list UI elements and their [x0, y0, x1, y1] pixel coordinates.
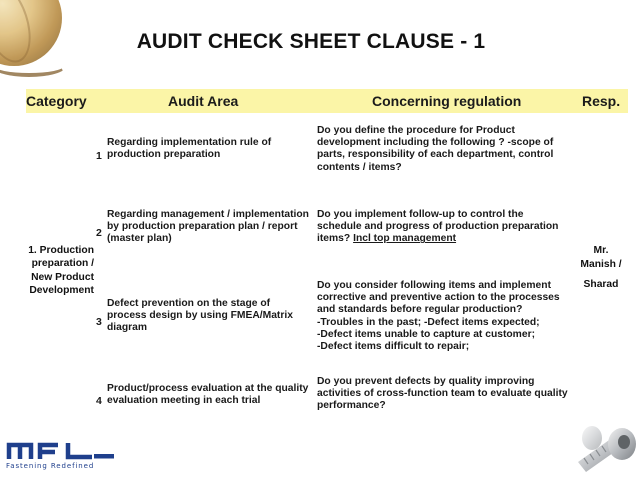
header-resp: Resp.: [582, 93, 621, 109]
regulation-line: activities of cross-function team to evaluate quality: [317, 388, 568, 400]
regulation-line: schedule and progress of production preparation: [317, 221, 559, 233]
audit-area-line: Defect prevention on the stage of: [107, 298, 271, 309]
category-line: New Product: [31, 271, 94, 283]
audit-area-line: evaluation meeting in each trial: [107, 395, 261, 407]
slide-title-text: AUDIT CHECK SHEET CLAUSE - 1: [136, 30, 486, 53]
regulation-underlined-text: Incl top management: [353, 233, 457, 245]
logo-letter-l: [68, 443, 92, 457]
logo-underline: [94, 454, 114, 459]
header-category: Category: [26, 93, 87, 109]
audit-area-line: diagram: [107, 322, 148, 334]
bolt-image: [572, 424, 638, 478]
bolt-hex-socket: [618, 435, 630, 449]
regulation-line: -Defect items unable to capture at customer;: [317, 328, 535, 340]
audit-area-line: Regarding implementation rule of: [107, 137, 272, 148]
regulation-line: -Defect items difficult to repair;: [317, 341, 470, 353]
audit-area-line: (master plan): [107, 233, 172, 245]
regulation-cell: [317, 376, 581, 413]
responsible-line: Mr.: [593, 245, 609, 256]
regulation-line: contents / items?: [317, 161, 402, 173]
regulation-line: development including the following ? -scope of: [317, 137, 554, 149]
table-header-band: [26, 89, 628, 113]
globe-stand: [0, 55, 66, 77]
responsible-line: Sharad: [583, 279, 619, 290]
audit-area-cell: [107, 383, 319, 407]
slide-title: [0, 30, 638, 54]
audit-area-line: process design by using FMEA/Matrix: [107, 310, 293, 322]
bolt-head-secondary: [582, 426, 602, 450]
row-number: 2: [96, 227, 102, 239]
regulation-cell: [317, 209, 579, 246]
row-number: 3: [96, 316, 102, 328]
row-number: 4: [96, 395, 102, 407]
category-line: Development: [29, 284, 94, 296]
category-cell: [22, 244, 94, 297]
regulation-line: performance?: [317, 400, 386, 412]
regulation-cell: [317, 125, 579, 174]
header-audit-area: Audit Area: [168, 93, 239, 109]
regulation-cell: [317, 280, 579, 353]
audit-area-cell: [107, 137, 317, 161]
responsible-cell: [576, 244, 626, 292]
audit-area-line: production preparation: [107, 149, 221, 161]
regulation-line: Do you define the procedure for Product: [317, 125, 515, 136]
audit-area-line: Product/process evaluation at the quality: [107, 383, 309, 394]
audit-area-line: by production preparation plan / report: [107, 221, 298, 233]
responsible-line: Manish /: [580, 258, 622, 270]
audit-area-cell: [107, 209, 319, 246]
logo-letter-m: [9, 445, 31, 459]
regulation-line: corrective and preventive action to the processes: [317, 292, 560, 304]
regulation-line: parts, responsibility of each department, control: [317, 149, 554, 161]
category-line: preparation /: [31, 258, 94, 270]
regulation-line: Do you prevent defects by quality improving: [317, 376, 535, 387]
row-number: 1: [96, 150, 102, 162]
logo-letter-f: [40, 445, 58, 459]
regulation-line: Do you consider following items and implement: [317, 280, 551, 291]
regulation-line: [317, 233, 579, 245]
regulation-text: items?: [317, 233, 351, 245]
audit-area-line: Regarding management / implementation: [107, 209, 309, 220]
logo-tagline: Fastening Redefined: [6, 462, 95, 470]
regulation-line: and standards before regular production?: [317, 304, 523, 316]
regulation-line: -Troubles in the past; -Defect items expected;: [317, 316, 540, 328]
regulation-line: Do you implement follow-up to control the: [317, 209, 524, 220]
spacer: [576, 271, 626, 278]
header-concerning-regulation: Concerning regulation: [372, 93, 522, 109]
category-line: 1. Production: [28, 245, 94, 256]
audit-area-cell: [107, 298, 317, 335]
